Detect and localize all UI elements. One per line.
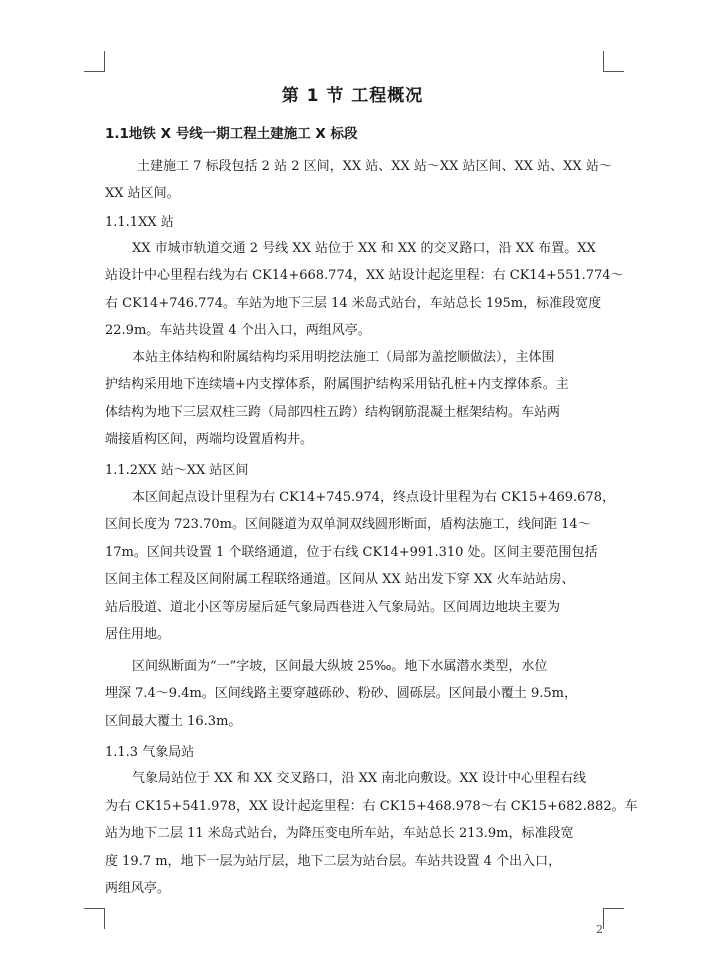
paragraph-line: 居住用地。 <box>105 627 171 642</box>
paragraph-line: 站为地下二层 11 米岛式站台，为降压变电所车站，车站总长 213.9m，标准段宽 <box>105 826 574 841</box>
crop-mark-top-left-h <box>84 71 105 72</box>
page-title: 第 1 节 工程概况 <box>281 86 424 106</box>
paragraph-line: 右 CK14+746.774。车站为地下三层 14 米岛式站台，车站总长 195m，标准段宽度 <box>105 296 602 311</box>
paragraph-line: 土建施工 7 标段包括 2 站 2 区间，XX 站、XX 站～XX 站区间、XX 站、XX 站～ <box>137 159 612 174</box>
paragraph-line: 区间最大覆土 16.3m。 <box>105 714 242 729</box>
paragraph-line: 站设计中心里程右线为右 CK14+668.774，XX 站设计起迄里程：右 CK14+551.774～ <box>105 268 624 283</box>
paragraph-line: 站后股道、道北小区等房屋后延气象局西巷进入气象局站。区间周边地块主要为 <box>105 600 561 615</box>
paragraph-line: 区间主体工程及区间附属工程联络通道。区间从 XX 站出发下穿 XX 火车站站房、 <box>105 572 575 587</box>
paragraph-line: 体结构为地下三层双柱三跨（局部四柱五跨）结构钢筋混凝土框架结构。车站两 <box>105 405 561 420</box>
paragraph-line: 22.9m。车站共设置 4 个出入口，两组风亭。 <box>105 323 371 338</box>
crop-mark-bottom-left-h <box>84 908 105 909</box>
paragraph-line: 为右 CK15+541.978，XX 设计起迄里程：右 CK15+468.978～右 CK15+682.882。车 <box>105 799 638 814</box>
crop-mark-top-left <box>104 51 105 72</box>
subsection-heading: 1.1.3 气象局站 <box>105 745 195 760</box>
paragraph-line: 气象局站位于 XX 和 XX 交叉路口，沿 XX 南北向敷设。XX 设计中心里程右线 <box>132 771 586 786</box>
crop-mark-bottom-left <box>104 908 105 929</box>
subsection-heading: 1.1.2XX 站～XX 站区间 <box>105 463 249 478</box>
crop-mark-top-right <box>603 51 604 72</box>
paragraph-line: 埋深 7.4～9.4m。区间线路主要穿越砾砂、粉砂、圆砾层。区间最小覆土 9.5m， <box>105 686 577 701</box>
paragraph-line: 本区间起点设计里程为右 CK14+745.974，终点设计里程为右 CK15+469.678， <box>132 490 615 505</box>
section-heading: 1.1地铁 X 号线一期工程土建施工 X 标段 <box>105 126 358 142</box>
paragraph-line: 护结构采用地下连续墙+内支撑体系，附属围护结构采用钻孔桩+内支撑体系。主 <box>105 377 569 392</box>
crop-mark-bottom-right-h <box>603 908 624 909</box>
paragraph-line: 两组风亭。 <box>105 881 171 896</box>
paragraph-line: 区间纵断面为“一”字坡，区间最大纵坡 25‰。地下水属潜水类型，水位 <box>132 659 548 674</box>
crop-mark-bottom-right <box>603 908 604 929</box>
paragraph-line: 端接盾构区间，两端均设置盾构井。 <box>105 432 314 447</box>
paragraph-line: 17m。区间共设置 1 个联络通道，位于右线 CK14+991.310 处。区间主要范围包括 <box>105 545 598 560</box>
subsection-heading: 1.1.1XX 站 <box>105 215 174 230</box>
page-number: 2 <box>596 923 603 936</box>
paragraph-line: 度 19.7 m，地下一层为站厅层，地下二层为站台层。车站共设置 4 个出入口， <box>105 854 562 869</box>
paragraph-line: XX 站区间。 <box>105 186 180 201</box>
paragraph-line: 区间长度为 723.70m。区间隧道为双单洞双线圆形断面，盾构法施工，线间距 14～ <box>105 517 591 532</box>
paragraph-line: 本站主体结构和附属结构均采用明挖法施工（局部为盖挖顺做法），主体围 <box>132 350 555 365</box>
paragraph-line: XX 市城市轨道交通 2 号线 XX 站位于 XX 和 XX 的交叉路口，沿 XX 布置。XX <box>132 241 596 256</box>
crop-mark-top-right-h <box>603 71 624 72</box>
